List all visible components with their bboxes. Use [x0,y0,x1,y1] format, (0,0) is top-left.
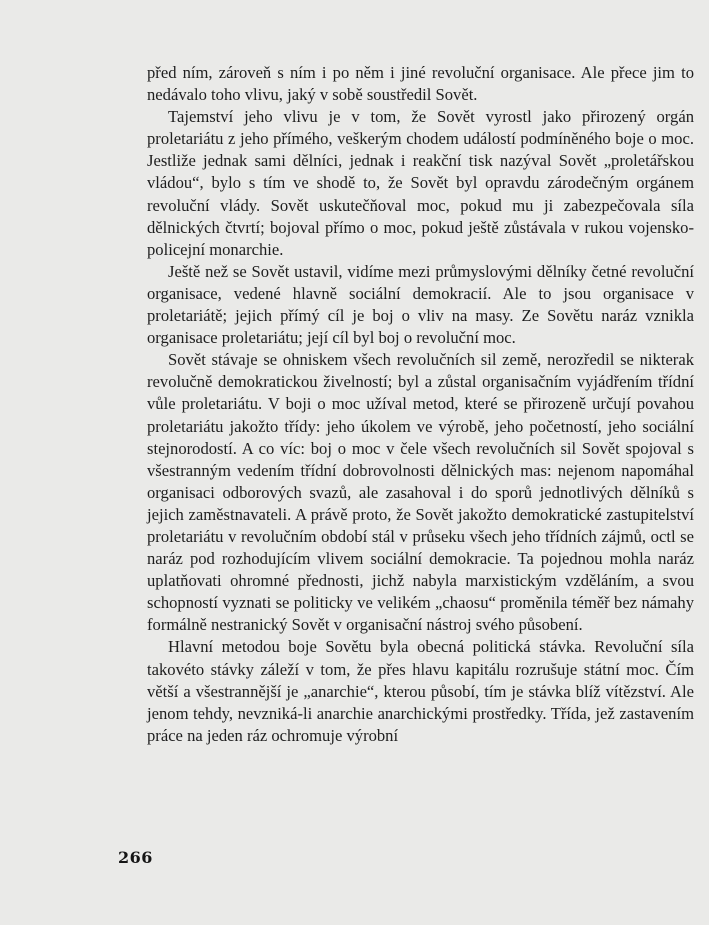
paragraph-continued: před ním, zároveň s ním i po něm i jiné revoluční organisace. Ale přece jim to nedávalo toho vlivu, jaký v sobě soustředil Sovět. [147,63,694,105]
paragraph: Tajemství jeho vlivu je v tom, že Sovět vyrostl jako přirozený orgán proletariátu z jeho přímého, veškerým chodem událostí podmíněného boje o moc. Jestliže jednak sami dělníci, jednak i reakční tisk nazýval Sovět „proletářskou vládou“, bylo s tím ve shodě to, že Sovět byl opravdu zárodečným orgánem revoluční vlády. Sovět uskutečňoval moc, pokud mu ji zabezpečovala síla dělnických čtvrtí; bojoval přímo o moc, pokud ještě zůstávala v rukou vojensko-policejní monarchie. [147,107,694,259]
page-number: 266 [118,848,153,867]
body-text [147,62,694,747]
paragraph: Sovět stávaje se ohniskem všech revolučních sil země, nerozředil se nikterak revolučně demokratickou živelností; byl a zůstal organisačním vyjádřením třídní vůle proletariátu. V boji o moc užíval metod, které se přirozeně určují povahou proletariátu jakožto třídy: jeho úkolem ve výrobě, jeho početností, jeho sociální stejnorodostí. A co víc: boj o moc v čele všech revolučních sil Sovět spojoval s všestranným vedením třídní dobrovolnosti dělnických mas: nejenom napomáhal organisaci odborových svazů, ale zasahoval i do sporů jednotlivých dělníků s jejich zaměstnavateli. A právě proto, že Sovět jakožto demokratické zastupitelství proletariátu v revolučním období stál v průseku všech jeho třídních zájmů, octl se naráz pod rozhodujícím vlivem sociální demokracie. Ta pojednou mohla naráz uplatňovati ohromné přednosti, jichž nabyla marxistickým vzděláním, a svou schopností vyznati se politicky ve velikém „chaosu“ proměnila téměř bez námahy formálně nestranický Sovět v organisační nástroj svého působení. [147,350,694,635]
paragraph: Ještě než se Sovět ustavil, vidíme mezi průmyslovými dělníky četné revoluční organisace, vedené hlavně sociální demokracií. Ale to jsou organisace v proletariátě; jejich přímý cíl je boj o vliv na masy. Ze Sovětu naráz vznikla organisace proletariátu; její cíl byl boj o revoluční moc. [147,261,694,348]
paragraph: Hlavní metodou boje Sovětu byla obecná politická stávka. Revoluční síla takovéto stávky záleží v tom, že přes hlavu kapitálu rozrušuje státní moc. Čím větší a všestrannější je „anarchie“, kterou působí, tím je stávka blíž vítězství. Ale jenom tehdy, nevzniká-li anarchie anarchickými prostředky. Třída, jež zastavením práce na jeden ráz ochromuje výrobní [147,637,694,745]
